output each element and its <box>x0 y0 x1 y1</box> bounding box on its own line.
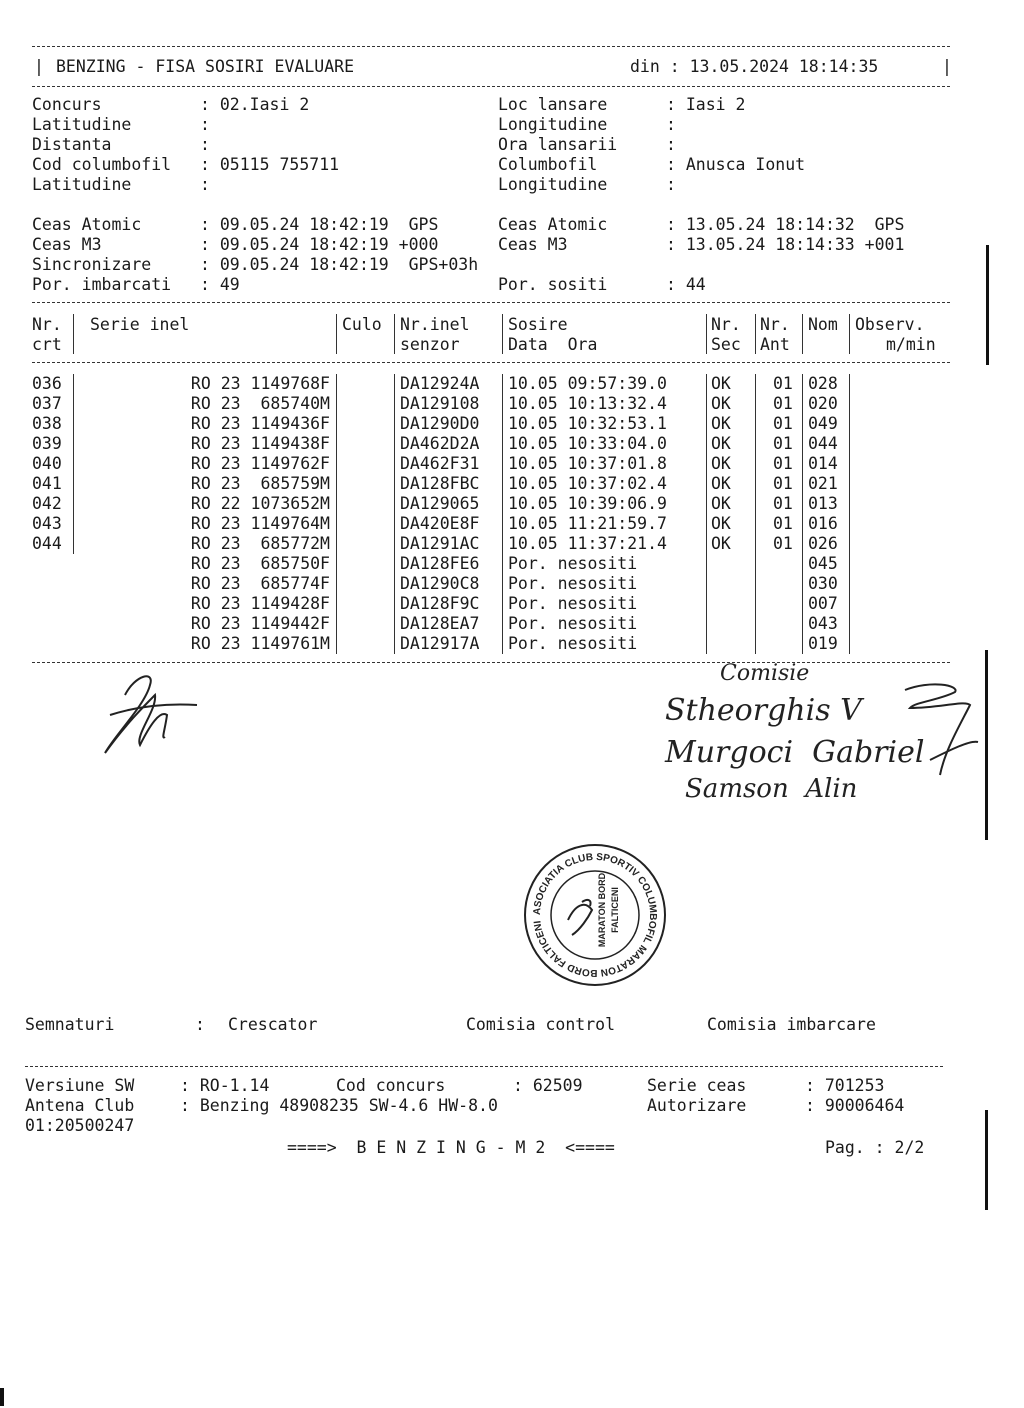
cell-nom: 045 <box>808 554 838 573</box>
cell-senzor: DA12924A <box>400 374 480 393</box>
footer-antena-value: : Benzing 48908235 SW-4.6 HW-8.0 <box>180 1096 498 1115</box>
cell-serie: RO 23 685750F <box>190 554 330 573</box>
divider-top <box>32 46 950 47</box>
col-obs-2: m/min <box>886 335 936 354</box>
sep-b-2 <box>336 374 337 654</box>
cell-sosire: 10.05 11:37:21.4 <box>508 534 667 553</box>
cell-sosire: 10.05 10:39:06.9 <box>508 494 667 513</box>
info-label-latitudine: Latitudine <box>32 115 132 134</box>
cell-ant: 01 <box>773 414 793 433</box>
handwriting-line-1: Stheorghis V <box>665 693 862 728</box>
cell-nr: 044 <box>32 534 62 553</box>
divider-table-top <box>32 302 950 303</box>
sep-b-4 <box>502 374 503 654</box>
cell-senzor: DA129108 <box>400 394 480 413</box>
col-ant-2: Ant <box>760 335 790 354</box>
cell-sec: OK <box>711 414 731 433</box>
cell-senzor: DA462F31 <box>400 454 480 473</box>
cell-nom: 030 <box>808 574 838 593</box>
divider-table-bottom <box>32 662 950 663</box>
col-nr-crt-2: crt <box>32 335 62 354</box>
col-nrinel-2: senzor <box>400 335 460 354</box>
info-label-columbofil: Columbofil <box>498 155 598 174</box>
signatures-label: Semnaturi <box>25 1015 115 1034</box>
info-label-loc-lansare: Loc lansare <box>498 95 608 114</box>
cell-ant: 01 <box>773 534 793 553</box>
cell-sosire: 10.05 11:21:59.7 <box>508 514 667 533</box>
sep-h-2 <box>336 314 337 354</box>
footer-page-number: Pag. : 2/2 <box>825 1138 925 1157</box>
col-sec-1: Nr. <box>711 315 741 334</box>
info-value-loc-lansare: : Iasi 2 <box>666 95 746 114</box>
cell-serie: RO 23 685774F <box>190 574 330 593</box>
cell-ant: 01 <box>773 494 793 513</box>
cell-senzor: DA462D2A <box>400 434 480 453</box>
clock-value-sositi: : 44 <box>666 275 706 294</box>
info-value-concurs: : 02.Iasi 2 <box>200 95 310 114</box>
header-bar-right: | <box>942 57 952 76</box>
cell-senzor: DA1291AC <box>400 534 480 553</box>
cell-nr: 039 <box>32 434 62 453</box>
cell-sosire: 10.05 10:32:53.1 <box>508 414 667 433</box>
sep-h-8 <box>849 314 850 354</box>
cell-sec: OK <box>711 434 731 453</box>
info-label-ora-lansarii: Ora lansarii <box>498 135 618 154</box>
report-title: BENZING - FISA SOSIRI EVALUARE <box>56 57 355 76</box>
cell-sec: OK <box>711 454 731 473</box>
cell-nr: 042 <box>32 494 62 513</box>
clock-label-m3-start: Ceas M3 <box>32 235 102 254</box>
signatures-colon: : <box>195 1015 205 1034</box>
cell-serie: RO 23 1149442F <box>190 614 330 633</box>
sep-h-7 <box>802 314 803 354</box>
scan-edge-mark-2 <box>985 650 988 840</box>
divider-header <box>32 86 950 87</box>
sep-h-3 <box>394 314 395 354</box>
cell-nr: 037 <box>32 394 62 413</box>
cell-nom: 007 <box>808 594 838 613</box>
info-label-cod-columbofil: Cod columbofil <box>32 155 172 174</box>
cell-serie: RO 22 1073652M <box>190 494 330 513</box>
cell-ant: 01 <box>773 374 793 393</box>
cell-senzor: DA128FE6 <box>400 554 480 573</box>
clock-value-atomic-start: : 09.05.24 18:42:19 GPS <box>200 215 439 234</box>
info-label-longitudine-2: Longitudine <box>498 175 608 194</box>
header-bar-left: | <box>34 57 44 76</box>
sep-b-1 <box>73 374 74 554</box>
info-value-longitudine: : <box>666 115 676 134</box>
footer-cod-concurs-label: Cod concurs <box>336 1076 446 1095</box>
cell-sec: OK <box>711 534 731 553</box>
cell-senzor: DA420E8F <box>400 514 480 533</box>
sep-b-5 <box>706 374 707 654</box>
cell-serie: RO 23 1149428F <box>190 594 330 613</box>
cell-sec: OK <box>711 374 731 393</box>
cell-sosire: Por. nesositi <box>508 614 638 633</box>
cell-nom: 044 <box>808 434 838 453</box>
footer-versiune-value: : RO-1.14 <box>180 1076 270 1095</box>
cell-nom: 043 <box>808 614 838 633</box>
clock-value-atomic-end: : 13.05.24 18:14:32 GPS <box>666 215 905 234</box>
footer-serie-ceas-label: Serie ceas <box>647 1076 747 1095</box>
cell-sosire: 10.05 09:57:39.0 <box>508 374 667 393</box>
cell-nom: 021 <box>808 474 838 493</box>
col-culo: Culo <box>342 315 382 334</box>
info-label-latitudine-2: Latitudine <box>32 175 132 194</box>
cell-nr: 040 <box>32 454 62 473</box>
clock-label-sincronizare: Sincronizare <box>32 255 152 274</box>
clock-value-imbarcati: : 49 <box>200 275 240 294</box>
cell-sec: OK <box>711 474 731 493</box>
info-label-distanta: Distanta <box>32 135 112 154</box>
stamp-center-line-1: MARATON BORD <box>597 872 607 948</box>
clock-label-sositi: Por. sositi <box>498 275 608 294</box>
sep-h-4 <box>502 314 503 354</box>
col-serie-inel: Serie inel <box>90 315 190 334</box>
cell-nom: 014 <box>808 454 838 473</box>
cell-nr: 041 <box>32 474 62 493</box>
footer-club-code: 01:20500247 <box>25 1116 135 1135</box>
stamp-center-line-2: FALTICENI <box>610 887 620 933</box>
divider-footer <box>25 1066 943 1067</box>
signature-comisia-imbarcare: Comisia imbarcare <box>707 1015 876 1034</box>
cell-serie: RO 23 1149438F <box>190 434 330 453</box>
cell-serie: RO 23 1149768F <box>190 374 330 393</box>
cell-senzor: DA1290D0 <box>400 414 480 433</box>
cell-ant: 01 <box>773 454 793 473</box>
signature-crescator: Crescator <box>228 1015 318 1034</box>
signature-comisia-control: Comisia control <box>466 1015 616 1034</box>
cell-sosire: 10.05 10:37:01.8 <box>508 454 667 473</box>
info-value-columbofil: : Anusca Ionut <box>666 155 806 174</box>
col-sosire-1: Sosire <box>508 315 568 334</box>
col-obs-1: Observ. <box>855 315 925 334</box>
cell-serie: RO 23 685759M <box>190 474 330 493</box>
cell-nr: 043 <box>32 514 62 533</box>
info-value-latitudine-2: : <box>200 175 210 194</box>
col-sec-2: Sec <box>711 335 741 354</box>
col-nom: Nom <box>808 315 838 334</box>
footer-autorizare-label: Autorizare <box>647 1096 747 1115</box>
footer-versiune-label: Versiune SW <box>25 1076 135 1095</box>
cell-sosire: Por. nesositi <box>508 594 638 613</box>
info-label-longitudine: Longitudine <box>498 115 608 134</box>
clock-value-m3-start: : 09.05.24 18:42:19 +000 <box>200 235 439 254</box>
commission-scribble <box>900 680 980 780</box>
cell-ant: 01 <box>773 434 793 453</box>
cell-sosire: Por. nesositi <box>508 574 638 593</box>
cell-nom: 026 <box>808 534 838 553</box>
col-sosire-2: Data Ora <box>508 335 598 354</box>
cell-sec: OK <box>711 514 731 533</box>
cell-serie: RO 23 1149762F <box>190 454 330 473</box>
sep-b-6 <box>755 374 756 654</box>
col-ant-1: Nr. <box>760 315 790 334</box>
info-value-longitudine-2: : <box>666 175 676 194</box>
scan-edge-mark-1 <box>986 245 989 365</box>
club-stamp <box>520 840 670 990</box>
cell-nom: 028 <box>808 374 838 393</box>
sep-b-3 <box>394 374 395 654</box>
cell-nom: 019 <box>808 634 838 653</box>
cell-senzor: DA128F9C <box>400 594 480 613</box>
cell-sosire: Por. nesositi <box>508 634 638 653</box>
cell-senzor: DA1290C8 <box>400 574 480 593</box>
cell-serie: RO 23 685772M <box>190 534 330 553</box>
cell-ant: 01 <box>773 394 793 413</box>
cell-serie: RO 23 685740M <box>190 394 330 413</box>
cell-nr: 036 <box>32 374 62 393</box>
cell-sec: OK <box>711 394 731 413</box>
handwriting-line-3: Samson Alin <box>685 774 858 804</box>
clock-label-imbarcati: Por. imbarcati <box>32 275 172 294</box>
cell-nom: 013 <box>808 494 838 513</box>
cell-sosire: 10.05 10:33:04.0 <box>508 434 667 453</box>
info-value-ora-lansarii: : <box>666 135 676 154</box>
info-value-latitudine: : <box>200 115 210 134</box>
clock-value-sincronizare: : 09.05.24 18:42:19 GPS+03h <box>200 255 479 274</box>
sep-b-7 <box>802 374 803 654</box>
clock-label-atomic-start: Ceas Atomic <box>32 215 142 234</box>
stamp-ring-text: ASOCIATIA CLUB SPORTIV COLUMBOFIL MARATON BORD FALTICENI <box>531 851 659 979</box>
cell-ant: 01 <box>773 474 793 493</box>
sep-b-8 <box>849 374 850 654</box>
clock-value-m3-end: : 13.05.24 18:14:33 +001 <box>666 235 905 254</box>
info-value-cod-columbofil: : 05115 755711 <box>200 155 340 174</box>
cell-serie: RO 23 1149764M <box>190 514 330 533</box>
col-nrinel-1: Nr.inel <box>400 315 470 334</box>
cell-sosire: 10.05 10:13:32.4 <box>508 394 667 413</box>
footer-banner: ====> B E N Z I N G - M 2 <==== <box>287 1138 615 1157</box>
footer-autorizare-value: : 90006464 <box>805 1096 905 1115</box>
clock-label-atomic-end: Ceas Atomic <box>498 215 608 234</box>
sep-h-5 <box>706 314 707 354</box>
cell-serie: RO 23 1149436F <box>190 414 330 433</box>
cell-senzor: DA12917A <box>400 634 480 653</box>
cell-nom: 016 <box>808 514 838 533</box>
footer-cod-concurs-value: : 62509 <box>513 1076 583 1095</box>
clock-label-m3-end: Ceas M3 <box>498 235 568 254</box>
cell-nom: 020 <box>808 394 838 413</box>
sep-h-6 <box>755 314 756 354</box>
report-date: din : 13.05.2024 18:14:35 <box>630 57 879 76</box>
cell-nom: 049 <box>808 414 838 433</box>
info-value-distanta: : <box>200 135 210 154</box>
cell-sosire: 10.05 10:37:02.4 <box>508 474 667 493</box>
cell-sec: OK <box>711 494 731 513</box>
footer-serie-ceas-value: : 701253 <box>805 1076 885 1095</box>
cell-senzor: DA129065 <box>400 494 480 513</box>
handwriting-comisie: Comisie <box>720 661 810 686</box>
col-nr-crt-1: Nr. <box>32 315 62 334</box>
footer-antena-label: Antena Club <box>25 1096 135 1115</box>
cell-senzor: DA128FBC <box>400 474 480 493</box>
scan-corner-mark <box>0 1388 4 1406</box>
handwriting-line-2: Murgoci Gabriel <box>665 735 925 770</box>
cell-serie: RO 23 1149761M <box>190 634 330 653</box>
scan-edge-mark-3 <box>985 1110 988 1210</box>
divider-table-header <box>32 362 950 363</box>
info-label-concurs: Concurs <box>32 95 102 114</box>
cell-ant: 01 <box>773 514 793 533</box>
cell-nr: 038 <box>32 414 62 433</box>
crescator-signature <box>95 665 205 765</box>
sep-h-1 <box>73 314 74 354</box>
cell-sosire: Por. nesositi <box>508 554 638 573</box>
cell-senzor: DA128EA7 <box>400 614 480 633</box>
